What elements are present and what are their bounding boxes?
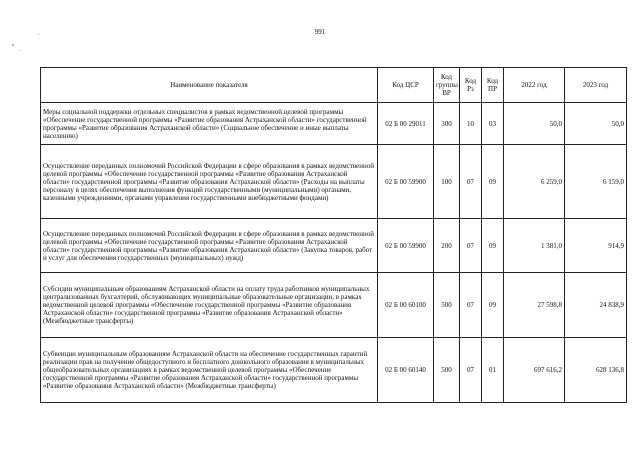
row-csr: 02 Б 00 59900 [378, 145, 434, 219]
row-rz: 10 [460, 103, 482, 145]
table-header-row [41, 68, 627, 103]
scan-speck [38, 34, 39, 35]
row-rz: 07 [460, 145, 482, 219]
row-rz: 07 [460, 273, 482, 338]
header-csr: Код ЦСР [378, 68, 434, 103]
table-row [41, 273, 627, 338]
row-2023: 914,9 [565, 219, 627, 273]
row-2022: 27 598,8 [504, 273, 565, 338]
scan-speck [20, 50, 21, 51]
scan-speck [12, 44, 14, 46]
row-group: 300 [434, 103, 460, 145]
table-row [41, 219, 627, 273]
row-2022: 50,0 [504, 103, 565, 145]
row-2022: 1 381,0 [504, 219, 565, 273]
row-name: Меры социальной поддержки отдельных специалистов в рамках ведомственной целевой программы «Обеспечение государственной программы «Развитие образования Астраханской области» государственной программы «Развитие образования Астраханской области» (Социальное обеспечение и иные выплаты населению) [41, 103, 378, 145]
row-name: Осуществление переданных полномочий Российской Федерации в сфере образования в рамках ведомственной целевой программы «Обеспечение государственной программы «Развитие образования Астраханской области» государственной программы «Развитие образования Астраханской области» (Расходы на выплаты персоналу в целях обеспечения выполнения функций государственными (муниципальными) органами, казенными учреждениями, органами управления государственными внебюджетными фондами) [41, 145, 378, 219]
page-number: 991 [314, 28, 326, 36]
row-name: Осуществление переданных полномочий Российской Федерации в сфере образования в рамках ведомственной целевой программы «Обеспечение государственной программы «Развитие образования Астраханской области» государственной программы «Развитие образования Астраханской области» (Закупка товаров, работ и услуг для обеспечения государственных (муниципальных) нужд) [41, 219, 378, 273]
row-group: 100 [434, 145, 460, 219]
row-pr: 09 [482, 145, 504, 219]
row-2023: 24 838,9 [565, 273, 627, 338]
header-group: Код группы ВР [434, 68, 460, 103]
header-2023: 2023 год [565, 68, 627, 103]
budget-table [40, 67, 627, 403]
row-csr: 02 Б 00 59900 [378, 219, 434, 273]
header-pr: Код ПР [482, 68, 504, 103]
header-rz: Код Рз [460, 68, 482, 103]
row-2022: 6 259,0 [504, 145, 565, 219]
row-pr: 09 [482, 273, 504, 338]
row-name: Субсидии муниципальным образованиям Астраханской области на оплату труда работников муниципальных централизованных бухгалтерий, обслуживающих муниципальные образовательные организации, в рамках ведомственной целевой программы «Обеспечение государственной программы «Развитие образования Астраханской области» государственной программы «Развитие образования Астраханской области» (Межбюджетные трансферты) [41, 273, 378, 338]
row-2022: 697 616,2 [504, 338, 565, 403]
row-2023: 6 159,0 [565, 145, 627, 219]
row-csr: 02 Б 00 60140 [378, 338, 434, 403]
header-2022: 2022 год [504, 68, 565, 103]
header-name: Наименование показателя [41, 68, 378, 103]
row-csr: 02 Б 00 60100 [378, 273, 434, 338]
row-2023: 628 136,8 [565, 338, 627, 403]
row-group: 500 [434, 273, 460, 338]
row-name: Субвенции муниципальным образованиям Астраханской области на обеспечение государственных гарантий реализации прав на получение общедоступного и бесплатного дошкольного образования в муниципальных общеобразовательных организациях в рамках ведомственной целевой программы «Обеспечение государственной программы «Развитие образования Астраханской области» государственной программы «Развитие образования Астраханской области» (Межбюджетные трансферты) [41, 338, 378, 403]
row-2023: 50,0 [565, 103, 627, 145]
row-group: 500 [434, 338, 460, 403]
row-pr: 01 [482, 338, 504, 403]
row-rz: 07 [460, 219, 482, 273]
row-pr: 03 [482, 103, 504, 145]
row-csr: 02 Б 00 29011 [378, 103, 434, 145]
table-row [41, 103, 627, 145]
row-group: 200 [434, 219, 460, 273]
row-rz: 07 [460, 338, 482, 403]
table-row [41, 338, 627, 403]
row-pr: 09 [482, 219, 504, 273]
table-row [41, 145, 627, 219]
